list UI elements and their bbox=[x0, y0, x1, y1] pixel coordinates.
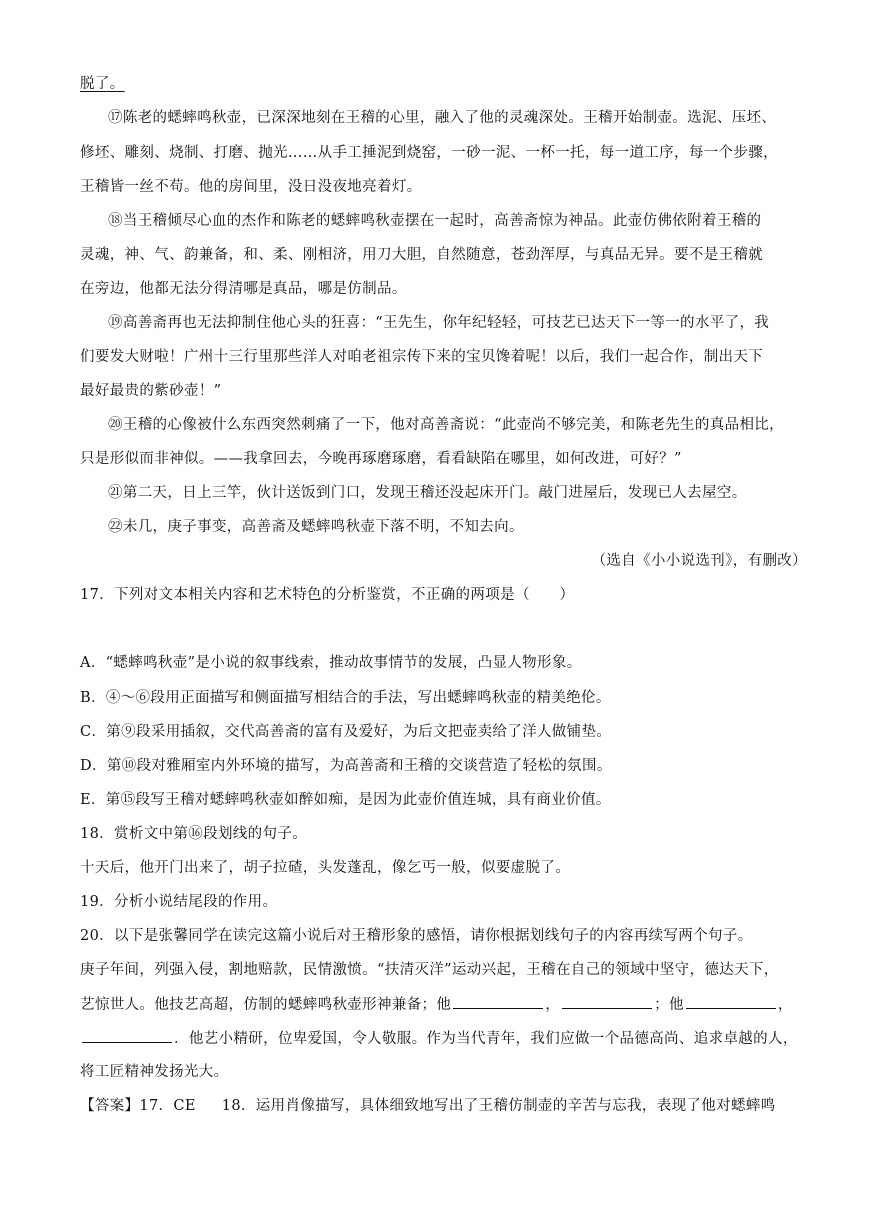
paragraph-17-line-2: 修坯、雕刻、烧制、打磨、抛光……从手工捶泥到烧窑，一砂一泥、一杯一托，每一道工序，每一个步骤， bbox=[80, 145, 778, 161]
source-note: （选自《小小说选刊》，有删改） bbox=[591, 553, 807, 569]
paragraph-19-line-2: 们要发大财啦！广州十三行里那些洋人对咱老祖宗传下来的宝贝馋着呢！以后，我们一起合作，制出天下 bbox=[80, 349, 764, 365]
blank-2[interactable] bbox=[562, 994, 652, 1009]
paragraph-19-line-3: 最好最贵的紫砂壶！” bbox=[80, 383, 222, 399]
answer-17: 【答案】17．CE bbox=[80, 1098, 196, 1114]
paragraph-18-line-3: 在旁边，他都无法分得清哪是真品，哪是仿制品。 bbox=[80, 281, 407, 297]
question-19: 19．分析小说结尾段的作用。 bbox=[80, 894, 278, 910]
question-17: 17．下列对文本相关内容和艺术特色的分析鉴赏，不正确的两项是（ ） bbox=[80, 587, 575, 603]
option-a: A．“蟋蟀鸣秋壶”是小说的叙事线索，推动故事情节的发展，凸显人物形象。 bbox=[80, 655, 582, 671]
essay-line-4: 将工匠精神发扬光大。 bbox=[80, 1064, 229, 1080]
essay-line-2-text: 艺惊世人。他技艺高超，仿制的蟋蟀鸣秋壶形神兼备；他 bbox=[80, 997, 452, 1013]
question-20: 20．以下是张馨同学在读完这篇小说后对王稽形象的感悟，请你根据划线句子的内容再续写两个句子。 bbox=[80, 928, 753, 944]
paragraph-18-line-1: ⑱当王稽倾尽心血的杰作和陈老的蟋蟀鸣秋壶摆在一起时，高善斋惊为神品。此壶仿佛依附着王稽的 bbox=[108, 213, 762, 229]
essay-line-2 bbox=[80, 994, 793, 1015]
paragraph-21: ㉑第二天，日上三竿，伙计送饭到门口，发现王稽还没起床开门。敲门进屋后，发现已人去屋空。 bbox=[108, 485, 747, 501]
question-18: 18．赏析文中第⑯段划线的句子。 bbox=[80, 826, 308, 842]
semicolon-text: ；他 bbox=[654, 997, 684, 1013]
option-b: B．④～⑥段用正面描写和侧面描写相结合的手法，写出蟋蟀鸣秋壶的精美绝伦。 bbox=[80, 690, 611, 706]
paragraph-18-line-2: 灵魂，神、气、韵兼备，和、柔、刚相济，用刀大胆，自然随意，苍劲浑厚，与真品无异。要不是王稽就 bbox=[80, 247, 764, 263]
blank-1[interactable] bbox=[453, 994, 543, 1009]
option-e: E．第⑮段写王稽对蟋蟀鸣秋壶如醉如痴，是因为此壶价值连城，具有商业价值。 bbox=[80, 792, 611, 808]
quoted-sentence: 十天后，他开门出来了，胡子拉碴，头发蓬乱，像乞丐一般，似要虚脱了。 bbox=[80, 860, 571, 876]
paragraph-22: ㉒未几，庚子事变，高善斋及蟋蟀鸣秋壶下落不明，不知去向。 bbox=[108, 519, 524, 535]
comma-1: ， bbox=[545, 997, 561, 1013]
essay-line-1: 庚子年间，列强入侵，割地赔款，民情激愤。“扶清灭洋”运动兴起，王稽在自己的领域中坚守，德达天下， bbox=[80, 962, 779, 978]
comma-2: ， bbox=[777, 997, 793, 1013]
paragraph-20-line-2: 只是形似而非神似。——我拿回去，今晚再琢磨琢磨，看看缺陷在哪里，如何改进，可好？” bbox=[80, 451, 682, 467]
paragraph-17-line-3: 王稽皆一丝不苟。他的房间里，没日没夜地亮着灯。 bbox=[80, 179, 422, 195]
paragraph-17-line-1: ⑰陈老的蟋蟀鸣秋壶，已深深地刻在王稽的心里，融入了他的灵魂深处。王稽开始制壶。选泥、压坯、 bbox=[108, 110, 777, 126]
answer-line bbox=[80, 1096, 776, 1116]
paragraph-19-line-1: ⑲高善斋再也无法抑制住他心头的狂喜：“王先生，你年纪轻轻，可技艺已达天下一等一的水平了，我 bbox=[108, 315, 770, 331]
blank-3[interactable] bbox=[686, 994, 776, 1009]
paragraph-16-end: 脱了。 bbox=[80, 76, 125, 92]
essay-line-3-text: ．他艺小精研，位卑爱国，令人敬服。作为当代青年，我们应做一个品德高尚、追求卓越的人， bbox=[174, 1031, 798, 1047]
blank-4[interactable] bbox=[82, 1028, 172, 1043]
option-d: D．第⑩段对雅厢室内外环境的描写，为高善斋和王稽的交谈营造了轻松的氛围。 bbox=[80, 758, 612, 774]
answer-18: 18．运用肖像描写，具体细致地写出了王稽仿制壶的辛苦与忘我，表现了他对蟋蟀鸣 bbox=[221, 1098, 776, 1114]
essay-line-3 bbox=[80, 1028, 798, 1049]
paragraph-20-line-1: ⑳王稽的心像被什么东西突然刺痛了一下，他对高善斋说：“此壶尚不够完美，和陈老先生的真品相比， bbox=[108, 417, 785, 433]
option-c: C．第⑨段采用插叙，交代高善斋的富有及爱好，为后文把壶卖给了洋人做铺垫。 bbox=[80, 724, 612, 740]
